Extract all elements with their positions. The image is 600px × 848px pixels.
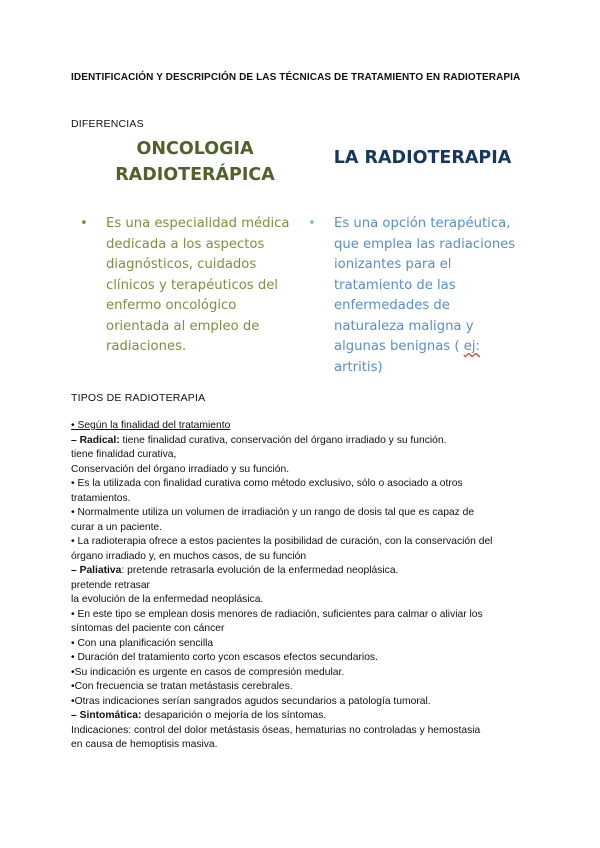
text-line: • Duración del tratamiento corto ycon escasos efectos secundarios. xyxy=(71,652,378,663)
radioterapia-definition-text xyxy=(334,214,515,378)
text-line xyxy=(71,434,541,449)
term-paliativa: – Paliativa xyxy=(71,565,122,576)
text-line: curar a un paciente. xyxy=(71,521,163,533)
definition-line: clínicos y terapéuticos del xyxy=(106,277,278,293)
misspelled-word: ej: xyxy=(463,339,480,354)
text-line-part: tiene finalidad curativa, conservación del órgano irradiado y su función. xyxy=(119,434,447,446)
definition-line: dedicada a los aspectos xyxy=(106,236,265,252)
definition-line: diagnósticos, cuidados xyxy=(106,257,257,272)
definition-line: Es una especialidad médica xyxy=(106,216,290,231)
term-radical: – Radical: xyxy=(71,434,120,446)
text-line: •Otras indicaciones serían sangrados agudos secundarios a patología tumoral. xyxy=(71,695,431,707)
text-line-part: desaparición o mejoría de los síntomas. xyxy=(141,710,327,721)
text-line: • Es la utilizada con finalidad curativa como método exclusivo, sólo o asociado a otros xyxy=(71,478,463,489)
definition-line: enfermo oncológico xyxy=(106,298,237,313)
text-line: • Con una planificación sencilla xyxy=(71,637,214,649)
oncologia-heading-line1: ONCOLOGIA xyxy=(136,139,254,159)
text-line xyxy=(71,709,541,724)
definition-line: artritis) xyxy=(334,359,383,375)
text-line: Conservación del órgano irradiado y su función. xyxy=(71,463,290,475)
section-diferencias: DIFERENCIAS xyxy=(71,118,144,130)
text-line: tiene finalidad curativa, xyxy=(71,449,177,460)
text-line: en causa de hemoptisis masiva. xyxy=(71,739,218,750)
text-line: la evolución de la enfermedad neoplásica. xyxy=(71,594,264,605)
definition-line: naturaleza maligna y xyxy=(334,318,474,334)
text-line: pretende retrasar xyxy=(71,579,150,591)
definition-line: enfermedades de xyxy=(334,298,450,313)
definition-line: tratamiento de las xyxy=(334,277,456,293)
text-line xyxy=(71,564,541,579)
text-line: síntomas del paciente con cáncer xyxy=(71,623,225,634)
bullet-dot: • xyxy=(308,216,316,231)
definition-line xyxy=(334,337,515,358)
definition-line: que emplea las radiaciones xyxy=(334,236,516,252)
oncologia-heading-line2: RADIOTERÁPICA xyxy=(115,165,275,185)
document-title: IDENTIFICACIÓN Y DESCRIPCIÓN DE LAS TÉCNICAS DE TRATAMIENTO EN RADIOTERAPIA xyxy=(71,72,521,83)
definition-line-part: algunas benignas ( xyxy=(334,339,464,354)
subheading-finalidad: • Según la finalidad del tratamiento xyxy=(71,420,231,431)
oncologia-heading xyxy=(100,136,290,188)
term-sintomatica: – Sintomática: xyxy=(71,710,142,721)
definition-line: ionizantes para el xyxy=(334,257,452,272)
bullet-dot: • xyxy=(80,216,88,231)
text-line: tratamientos. xyxy=(71,492,131,504)
text-line: •Su indicación es urgente en casos de compresión medular. xyxy=(71,666,345,678)
radioterapia-heading: LA RADIOTERAPIA xyxy=(333,148,512,168)
text-line: • En este tipo se emplean dosis menores de radiación, suficientes para calmar o aliviar los xyxy=(71,608,483,620)
text-line: •Con frecuencia se tratan metástasis cerebrales. xyxy=(71,681,293,692)
definition-line: Es una opción terapéutica, xyxy=(334,216,511,231)
definition-line: orientada al empleo de xyxy=(106,318,260,334)
text-line: • Normalmente utiliza un volumen de irradiación y un rango de dosis tal que es capaz de xyxy=(71,507,475,518)
text-line: Indicaciones: control del dolor metástasis óseas, hematurias no controladas y hemostasia xyxy=(71,724,481,736)
text-line: • La radioterapia ofrece a estos pacientes la posibilidad de curación, con la conservación del xyxy=(71,536,493,547)
text-line: órgano irradiado y, en muchos casos, de su función xyxy=(71,550,307,562)
text-line-part: : pretende retrasarla evolución de la enfermedad neoplásica. xyxy=(121,565,399,576)
section-tipos: TIPOS DE RADIOTERAPIA xyxy=(71,392,206,404)
oncologia-definition-text xyxy=(106,214,290,358)
definition-line: radiaciones. xyxy=(106,339,187,354)
